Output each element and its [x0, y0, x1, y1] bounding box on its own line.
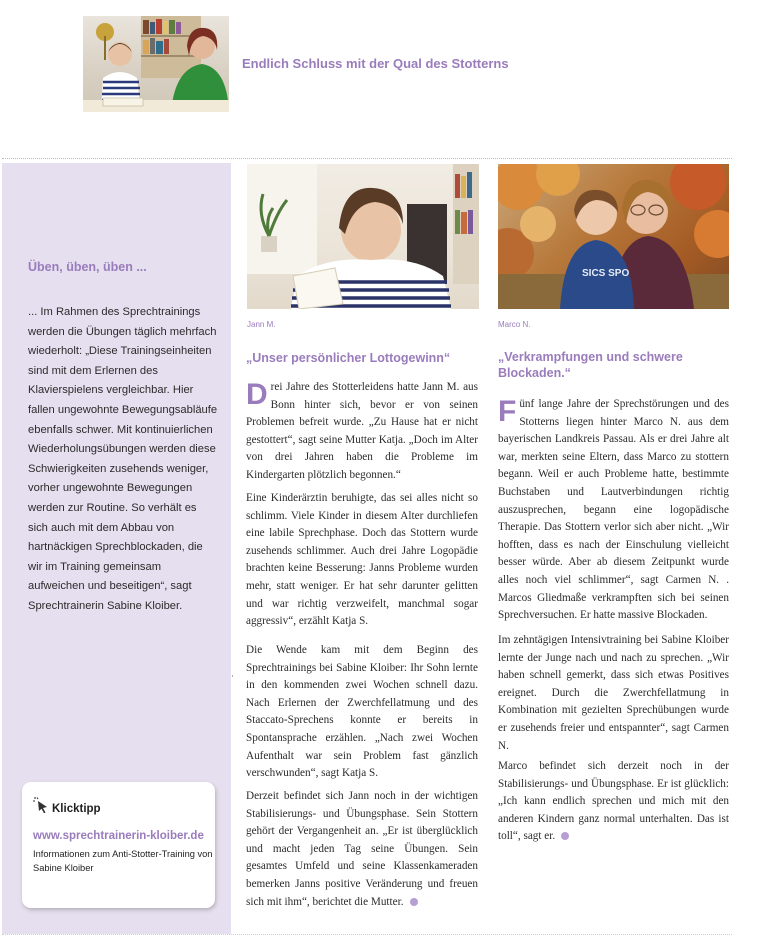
svg-text:SICS SPO: SICS SPO — [582, 268, 630, 279]
top-divider — [2, 158, 732, 159]
marco-caption: Marco N. — [498, 320, 531, 329]
page-title: Endlich Schluss mit der Qual des Stotterns — [242, 56, 509, 71]
jann-paragraph-1-text: rei Jahre des Stotterleidens hatte Jann M. aus Bonn hinter sich, bevor er von seinen Problemen befreit wurde. „Zu Hause hat er nicht gestottert“, sagt seine Mutter Katja. „Doch im Alter von drei Jahren haben die Probleme im Kindergarten plötzlich begonnen.“ — [246, 381, 478, 481]
jann-paragraph-4-text: Derzeit befindet sich Jann noch in der wichtigen Stabilisierungs- und Übungsphase. Sein Stottern gehört der Vergangenheit an. „Er ist überglücklich und macht jeden Tag seine Übungen. Sein gesamtes Umfeld und seine Klassenkameraden bemerken Janns positive Veränderung und freuen sich mit ihm“, berichtet die Mutter. — [246, 790, 478, 908]
marco-paragraph-3 — [498, 758, 729, 846]
marco-paragraph-1 — [498, 396, 729, 625]
sidebar-heading: Üben, üben, üben ... — [28, 260, 147, 274]
jann-paragraph-2: Eine Kinderärztin beruhigte, das sei alles nicht so schlimm. Viele Kinder in diesem Alter durchliefen eine labile Sprechphase. Doch das Stottern wurde zusehends schlimmer. Auch drei Jahre Logopädie brachten keine Besserung: Janns Probleme wurden mehr, statt weniger. Er hat sehr darunter gelitten und war richtig verzweifelt, manchmal sogar aggressiv“, erzählt Katja S. — [246, 492, 478, 628]
klicktipp-title: Klicktipp — [52, 803, 101, 815]
jann-paragraph-3: Die Wende kam mit dem Beginn des Sprechtrainings bei Sabine Kloiber: Ihr Sohn lernte in den kommenden zwei Wochen schnell dazu. Nach Erlernen der Zwerchfellatmung und des Staccato-Sprechens konnte er bereits in Spontansprache erzählen. „Nach zwei Wochen Aufenthalt war sein Problem fast gänzlich verschwunden“, sagt Katja S. — [246, 644, 478, 780]
jann-photo — [247, 164, 479, 309]
stray-mark: · — [231, 671, 234, 681]
klicktipp-box — [22, 782, 215, 908]
jann-paragraph-4 — [246, 788, 478, 911]
bottom-divider — [2, 934, 732, 935]
jann-caption: Jann M. — [247, 320, 276, 329]
cursor-click-icon — [32, 796, 50, 814]
jann-paragraph-1 — [246, 379, 478, 485]
header-photo — [83, 16, 229, 112]
sidebar-body-text: ... Im Rahmen des Sprechtrainings werden die Übungen täglich mehrfach wiederholt: „Diese Trainingseinheiten sind mit dem Erlernen des Klavierspielens vergleichbar. Hier fallen ungewohnte Bewegungsabläufe ebenfalls schwer. Mit kontinuierlichen Wiederholungsübungen werden diese Schwierigkeiten zusehends weniger, vorher ungewohnte Bewegungen werden zur Routine. So verhält es sich auch mit dem Abbau von hartnäckigen Sprechblockaden, die wir im Training gemeinsam aufweichen und beseitigen“, sagt Sprechtrainerin Sabine Kloiber. — [28, 306, 218, 612]
klicktipp-description: Informationen zum Anti-Stotter-Training von Sabine Kloiber — [33, 849, 213, 873]
marco-paragraph-3-text: Marco befindet sich derzeit noch in der Stabilisierungs- und Übungsphase. Er ist glücklich: „Ich kann endlich sprechen und mich mit den anderen Kindern ganz normal unterhalten. Das ist toll“, sagt er. — [498, 760, 729, 843]
jann-article-heading: „Unser persönlicher Lottogewinn“ — [246, 351, 451, 365]
bullet-dot-icon — [561, 832, 569, 840]
jann-dropcap: D — [246, 378, 268, 411]
marco-dropcap: F — [498, 395, 517, 428]
klicktipp-link[interactable]: www.sprechtrainerin-kloiber.de — [33, 830, 204, 842]
marco-paragraph-1-text: ünf lange Jahre der Sprechstörungen und des Stotterns liegen hinter Marco N. aus dem bayerischen Landkreis Passau. Als er drei Jahre alt war, merkten seine Eltern, dass Marco zu stottern begann. Weil er auch Probleme hatte, bestimmte Buchstaben und Lautverbindungen richtig auszusprechen, begann eine logopädische Therapie. Das Stottern verlor sich aber nicht. „Wir hofften, dass es nach der Einschulung vielleicht besser würde. Aber ab diesem Zeitpunkt wurde alles noch viel schlimmer“, sagt Carmen N. . Marcos Gliedmaße verkrampften sich bei seinen Sprechversuchen. Er hatte massive Blockaden. — [498, 398, 729, 622]
marco-photo — [498, 164, 729, 309]
marco-paragraph-2: Im zehntägigen Intensivtraining bei Sabine Kloiber lernte der Junge nach und nach zu sprechen. „Wir haben schnell gemerkt, dass sich etwas Positives ereignet. Durch die Zwerchfellatmung in Kombination mit gezielten Sprechübungen wurde er zusehends freier und entspannter“, sagt Carmen N. — [498, 634, 729, 752]
bullet-dot-icon — [410, 898, 418, 906]
marco-article-heading: „Verkrampfungen und schwere Blockaden.“ — [498, 350, 683, 380]
